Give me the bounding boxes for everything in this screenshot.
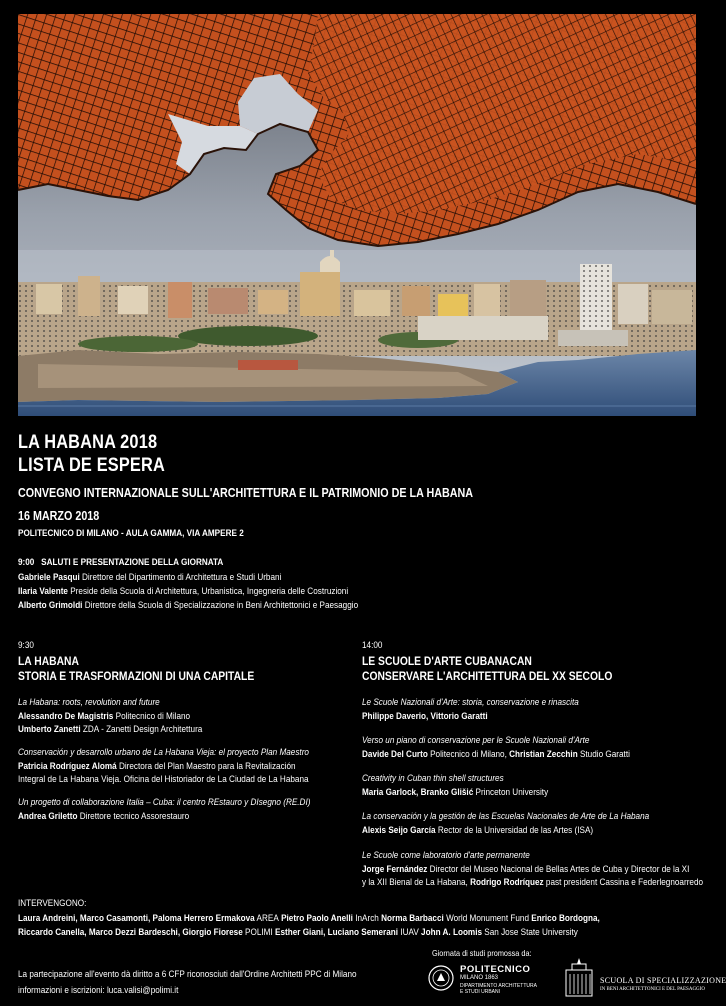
session1-time: 9:30 [18,640,34,651]
title-line-1: LA HABANA 2018 [18,432,158,453]
session2-talk-title: Le Scuole come laboratorio d'arte permanente [362,850,530,861]
contact-info: informazioni e iscrizioni: luca.valisi@polimi.it [18,985,179,996]
session1-talk-speaker: Patricia Rodríguez Alomá Directora del Plan Maestro para la Revitalización [18,761,296,772]
politecnico-dept-2: E STUDI URBANI [460,989,501,995]
session1-talk-speaker: Alessandro De Magistris Politecnico di Milano [18,711,191,722]
session2-talk-title: Le Scuole Nazionali d'Arte: storia, conservazione e rinascita [362,697,579,708]
session1-title-2: STORIA E TRASFORMAZIONI DI UNA CAPITALE [18,669,255,683]
session1-talk-title: La Habana: roots, revolution and future [18,697,160,708]
opening-speaker: Alberto Grimoldi Direttore della Scuola di Specializzazione in Beni Architettonici e Paesaggio [18,600,359,611]
session2-talk-speaker: Alexis Seijo García Rector de la Universidad de las Artes (ISA) [362,825,594,836]
session1-talk-title: Conservación y desarrollo urbano de La Habana Vieja: el proyecto Plan Maestro [18,747,309,758]
politecnico-name: POLITECNICO [460,964,531,975]
session2-talk-title: Creativity in Cuban thin shell structures [362,773,504,784]
session1-talk-speaker: Andrea Griletto Direttore tecnico Assorestauro [18,811,190,822]
cfp-credits: La partecipazione all'evento dà diritto a 6 CFP riconosciuti dall'Ordine Architetti PPC di Milano [18,969,357,980]
session1-talk-speaker: Umberto Zanetti ZDA - Zanetti Design Architettura [18,724,203,735]
scuola-name-2: IN BENI ARCHITETTONICI E DEL PAESAGGIO [600,987,705,992]
session2-talk-speaker: Davide Del Curto Politecnico di Milano, Christian Zecchin Studio Garatti [362,749,630,760]
session2-title-1: LE SCUOLE D'ARTE CUBANACAN [362,654,532,668]
politecnico-seal-icon [428,965,454,991]
opening-heading [18,557,223,568]
event-venue: POLITECNICO DI MILANO - AULA GAMMA, VIA AMPERE 2 [18,528,244,539]
intervengono-line-2: Riccardo Canella, Marco Dezzi Bardeschi, Giorgio Fiorese POLIMI Esther Giani, Luciano Semerani IUAV John A. Loomis San Jose State University [18,927,578,938]
session2-talk-speaker: Maria Garlock, Branko Glišić Princeton University [362,787,549,798]
havana-map-and-skyline [18,14,696,416]
session2-talk-title: Verso un piano di conservazione per le Scuole Nazionali d'Arte [362,735,590,746]
opening-time: 9:00 [18,557,35,568]
opening-speaker: Gabriele Pasqui Direttore del Dipartimento di Architettura e Studi Urbani [18,572,282,583]
session2-talk-speaker: Philippe Daverio, Vittorio Garatti [362,711,488,722]
session1-talk-speaker: Integral de La Habana Vieja. Oficina del Historiador de La Ciudad de La Habana [18,774,309,785]
event-date: 16 MARZO 2018 [18,509,100,523]
session1-title-1: LA HABANA [18,654,79,668]
title-line-2: LISTA DE ESPERA [18,455,165,476]
intervengono-line-1: Laura Andreini, Marco Casamonti, Paloma Herrero Ermakova AREA Pietro Paolo Anelli InArch Norma Barbacci World Monument Fund Enrico Bordogna, [18,913,600,924]
session2-talk-title: La conservación y la gestión de las Escuelas Nacionales de Arte de La Habana [362,811,650,822]
session1-talk-title: Un progetto di collaborazione Italia – Cuba: il centro REstauro y DIsegno (RE.DI) [18,797,311,808]
session2-talk-speaker: Jorge Fernández Director del Museo Nacional de Bellas Artes de Cuba y Director de la XI [362,864,690,875]
politecnico-dept-1: DIPARTIMENTO ARCHITETTURA [460,983,537,989]
subtitle: CONVEGNO INTERNAZIONALE SULL'ARCHITETTURA E IL PATRIMONIO DE LA HABANA [18,486,474,500]
politecnico-logo [428,962,558,1002]
session2-time: 14:00 [362,640,383,651]
promoted-by: Giornata di studi promossa da: [432,948,532,958]
scuola-logo [562,956,726,1002]
building-icon [562,956,596,998]
opening-speaker: Ilaria Valente Preside della Scuola di Architettura, Urbanistica, Ingegneria delle Costruzioni [18,586,349,597]
session2-talk-speaker: y la XII Bienal de La Habana, Rodrigo Rodríquez past president Cassina e Federlegnoarredo [362,877,704,888]
intervengono-label: INTERVENGONO: [18,898,87,909]
opening-title: SALUTI E PRESENTAZIONE DELLA GIORNATA [41,557,224,568]
session2-title-2: CONSERVARE L'ARCHITETTURA DEL XX SECOLO [362,669,613,683]
scuola-name-1: SCUOLA DI SPECIALIZZAZIONE [600,976,726,985]
hero-image [18,14,696,416]
politecnico-year: MILANO 1863 [460,975,499,981]
